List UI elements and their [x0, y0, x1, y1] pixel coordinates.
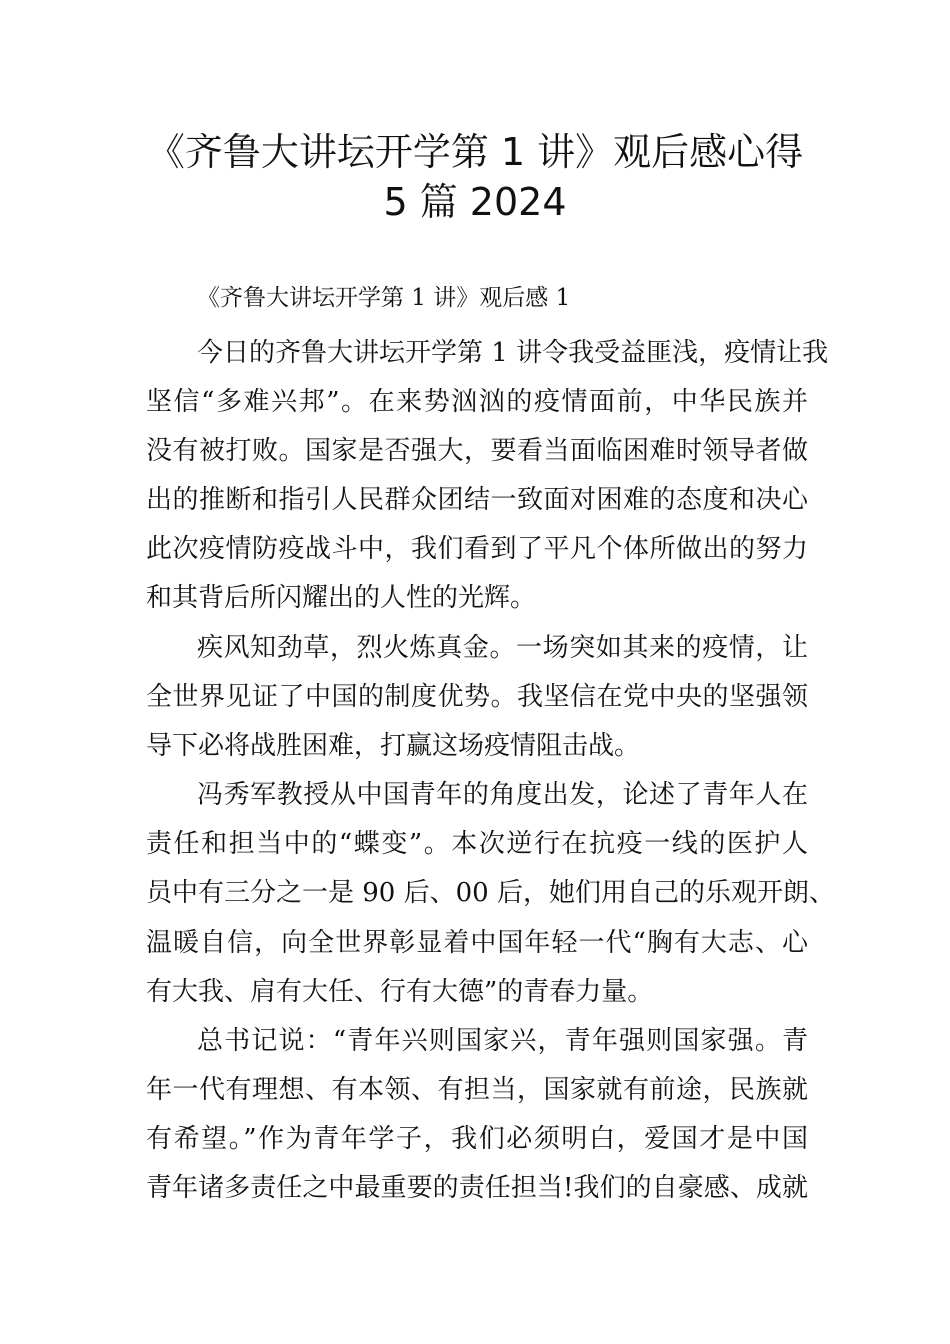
body-line: 冯秀军教授从中国青年的角度出发，论述了青年人在	[197, 780, 808, 810]
body-line: 总书记说：“青年兴则国家兴，青年强则国家强。青	[197, 1026, 808, 1056]
document-title-line-2: 5 篇 2024	[383, 180, 567, 224]
body-line: 出的推断和指引人民群众团结一致面对困难的态度和决心	[146, 485, 808, 515]
body-line: 疾风知劲草，烈火炼真金。一场突如其来的疫情，让	[197, 633, 808, 663]
body-line: 有大我、肩有大任、行有大德”的青春力量。	[146, 977, 654, 1007]
body-line: 导下必将战胜困难，打赢这场疫情阻击战。	[146, 731, 641, 761]
body-line: 全世界见证了中国的制度优势。我坚信在党中央的坚强领	[146, 682, 808, 712]
body-line: 青年诸多责任之中最重要的责任担当!我们的自豪感、成就	[146, 1173, 808, 1203]
body-line: 坚信“多难兴邦”。在来势汹汹的疫情面前，中华民族并	[146, 387, 808, 417]
body-line: 此次疫情防疫战斗中，我们看到了平凡个体所做出的努力	[146, 534, 808, 564]
body-line: 责任和担当中的“蝶变”。本次逆行在抗疫一线的医护人	[146, 829, 808, 859]
section-heading: 《齐鲁大讲坛开学第 1 讲》观后感 1	[197, 285, 571, 311]
document-title-line-1: 《齐鲁大讲坛开学第 1 讲》观后感心得	[146, 130, 804, 174]
body-line: 没有被打败。国家是否强大，要看当面临困难时领导者做	[146, 436, 808, 466]
body-line: 今日的齐鲁大讲坛开学第 1 讲令我受益匪浅，疫情让我	[197, 338, 829, 368]
body-line: 员中有三分之一是 90 后、00 后，她们用自己的乐观开朗、	[146, 878, 835, 908]
body-line: 年一代有理想、有本领、有担当，国家就有前途，民族就	[146, 1075, 808, 1105]
body-line: 和其背后所闪耀出的人性的光辉。	[146, 583, 537, 613]
body-line: 温暖自信，向全世界彰显着中国年轻一代“胸有大志、心	[146, 928, 808, 958]
body-line: 有希望。”作为青年学子，我们必须明白，爱国才是中国	[146, 1124, 808, 1154]
